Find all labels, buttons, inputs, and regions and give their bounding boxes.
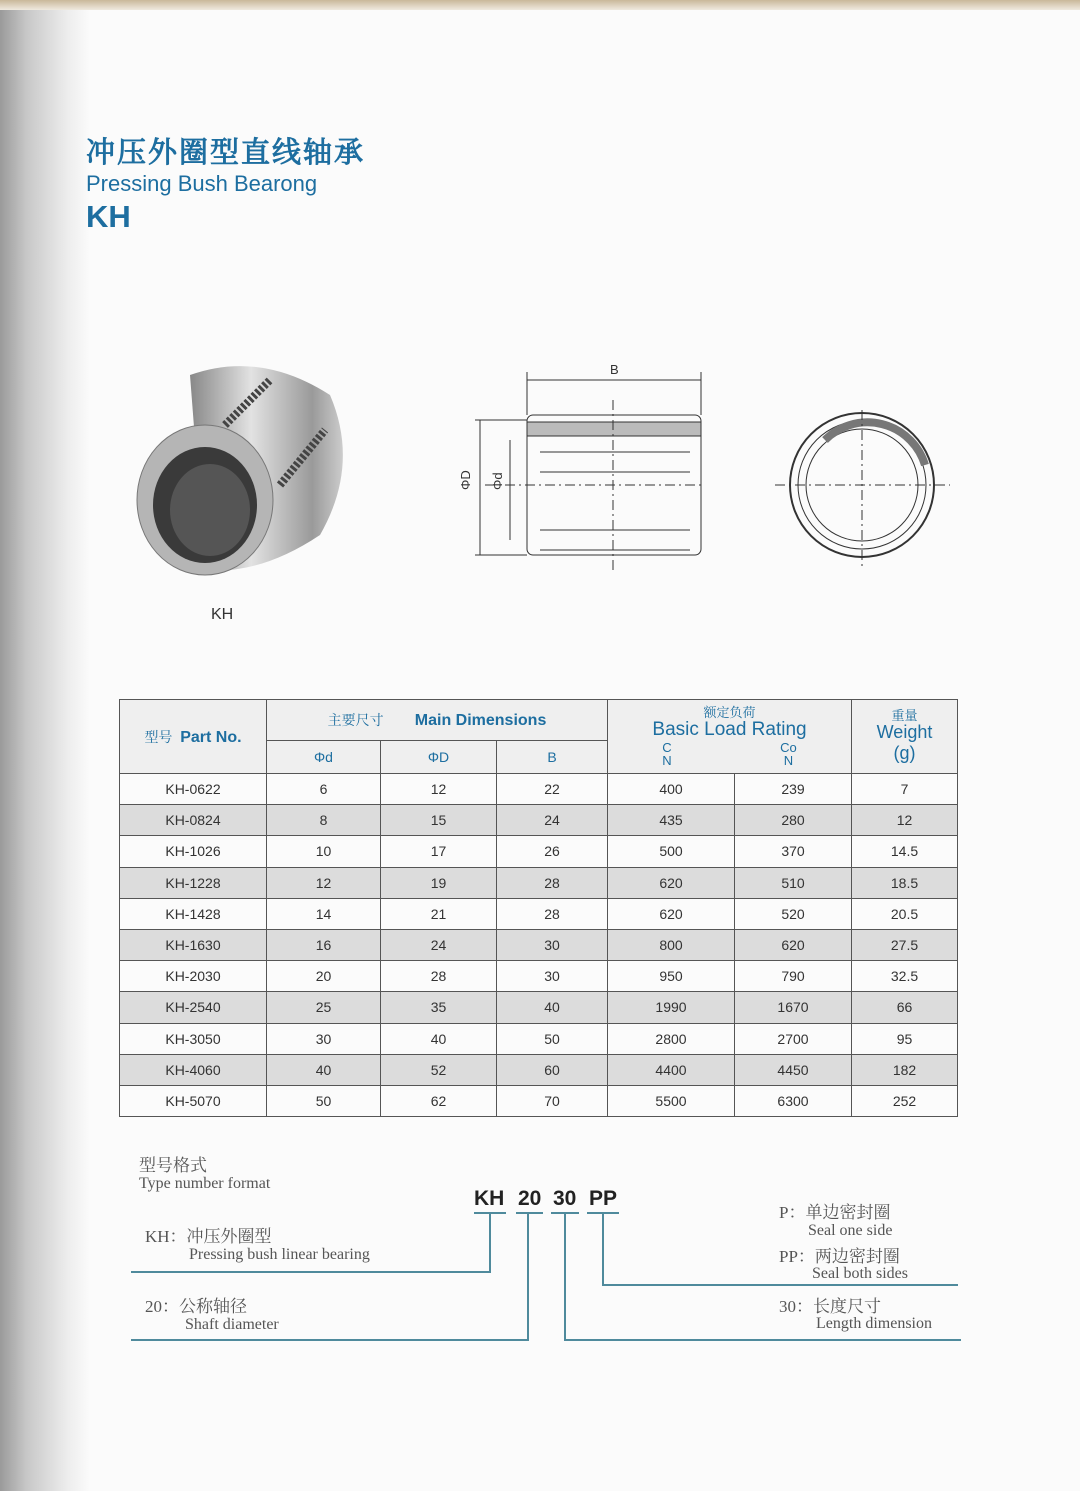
- table-cell: KH-3050: [120, 1023, 267, 1054]
- table-cell: KH-1026: [120, 836, 267, 867]
- table-cell: 6: [267, 774, 381, 805]
- table-cell: 280: [735, 805, 852, 836]
- shaft-desc-en: Shaft diameter: [185, 1316, 279, 1333]
- table-cell: 28: [497, 867, 608, 898]
- table-cell: KH-5070: [120, 1085, 267, 1116]
- dim-B: B: [610, 362, 619, 377]
- table-cell: 25: [267, 992, 381, 1023]
- format-title-en: Type number format: [139, 1175, 271, 1192]
- table-row: [120, 1023, 958, 1054]
- table-cell: 30: [497, 929, 608, 960]
- table-cell: 182: [852, 1054, 958, 1085]
- code-30: 30: [553, 1187, 577, 1210]
- table-cell: KH-1228: [120, 867, 267, 898]
- table-cell: 435: [608, 805, 735, 836]
- table-cell: 32.5: [852, 961, 958, 992]
- table-cell: 6300: [735, 1085, 852, 1116]
- table-cell: 4450: [735, 1054, 852, 1085]
- table-cell: 2800: [608, 1023, 735, 1054]
- table-cell: 370: [735, 836, 852, 867]
- table-cell: 1990: [608, 992, 735, 1023]
- table-cell: 18.5: [852, 867, 958, 898]
- section-drawing: [455, 360, 715, 575]
- table-cell: 252: [852, 1085, 958, 1116]
- table-cell: 510: [735, 867, 852, 898]
- table-cell: 30: [497, 961, 608, 992]
- table-cell: KH-0622: [120, 774, 267, 805]
- table-cell: 95: [852, 1023, 958, 1054]
- table-cell: 24: [497, 805, 608, 836]
- shaft-desc-cn: 20：公称轴径: [145, 1297, 247, 1316]
- table-cell: 52: [381, 1054, 497, 1085]
- table-cell: 1670: [735, 992, 852, 1023]
- photo-caption: KH: [211, 606, 234, 623]
- header-part-no: 型号 Part No.: [120, 700, 267, 774]
- table-cell: 790: [735, 961, 852, 992]
- table-cell: 27.5: [852, 929, 958, 960]
- p-desc-en: Seal one side: [808, 1222, 893, 1239]
- table-cell: 70: [497, 1085, 608, 1116]
- header-main-dimensions: 主要尺寸 Main Dimensions: [267, 700, 608, 741]
- model-code: KH: [86, 199, 131, 234]
- title-chinese: 冲压外圈型直线轴承: [86, 135, 366, 169]
- table-cell: KH-1428: [120, 898, 267, 929]
- table-cell: 620: [608, 898, 735, 929]
- table-cell: 10: [267, 836, 381, 867]
- table-row: [120, 774, 958, 805]
- table-cell: 40: [497, 992, 608, 1023]
- pp-desc-en: Seal both sides: [812, 1265, 908, 1282]
- table-cell: 4400: [608, 1054, 735, 1085]
- length-desc-en: Length dimension: [816, 1315, 932, 1332]
- table-cell: KH-4060: [120, 1054, 267, 1085]
- table-cell: 14.5: [852, 836, 958, 867]
- table-cell: 28: [497, 898, 608, 929]
- table-row: [120, 836, 958, 867]
- header-load-rating: 额定负荷 Basic Load Rating C N Co N: [608, 700, 852, 774]
- table-cell: 16: [267, 929, 381, 960]
- table-cell: 5500: [608, 1085, 735, 1116]
- length-desc-cn: 30：长度尺寸: [779, 1297, 881, 1316]
- table-cell: 19: [381, 867, 497, 898]
- table-cell: 500: [608, 836, 735, 867]
- table-row: [120, 867, 958, 898]
- table-row: [120, 961, 958, 992]
- dim-D: ΦD: [458, 470, 473, 490]
- code-20: 20: [518, 1187, 542, 1210]
- table-row: [120, 805, 958, 836]
- table-cell: 7: [852, 774, 958, 805]
- table-cell: 24: [381, 929, 497, 960]
- table-row: [120, 929, 958, 960]
- header-d: Φd: [267, 741, 381, 774]
- table-cell: 35: [381, 992, 497, 1023]
- table-cell: 60: [497, 1054, 608, 1085]
- table-cell: 620: [608, 867, 735, 898]
- table-cell: KH-0824: [120, 805, 267, 836]
- table-row: [120, 992, 958, 1023]
- header-D: ΦD: [381, 741, 497, 774]
- table-cell: 40: [267, 1054, 381, 1085]
- table-cell: 21: [381, 898, 497, 929]
- bearing-photo: [130, 355, 355, 585]
- table-cell: 620: [735, 929, 852, 960]
- table-row: [120, 1054, 958, 1085]
- table-cell: 66: [852, 992, 958, 1023]
- table-row: [120, 898, 958, 929]
- table-cell: 12: [381, 774, 497, 805]
- table-cell: 15: [381, 805, 497, 836]
- table-cell: 50: [267, 1085, 381, 1116]
- table-cell: 30: [267, 1023, 381, 1054]
- table-cell: 17: [381, 836, 497, 867]
- table-cell: KH-1630: [120, 929, 267, 960]
- table-cell: 22: [497, 774, 608, 805]
- title-english: Pressing Bush Bearong: [86, 171, 318, 196]
- dim-d: Φd: [490, 472, 505, 490]
- table-cell: 20.5: [852, 898, 958, 929]
- format-title-cn: 型号格式: [139, 1156, 207, 1175]
- table-cell: 62: [381, 1085, 497, 1116]
- kh-desc-cn: KH：冲压外圈型: [145, 1227, 272, 1246]
- header-B: B: [497, 741, 608, 774]
- table-cell: 239: [735, 774, 852, 805]
- page-edge: [0, 0, 1080, 10]
- table-cell: 14: [267, 898, 381, 929]
- table-cell: 520: [735, 898, 852, 929]
- p-desc-cn: P：单边密封圈: [779, 1203, 891, 1222]
- code-kh: KH: [474, 1187, 505, 1210]
- table-cell: KH-2030: [120, 961, 267, 992]
- table-cell: 8: [267, 805, 381, 836]
- table-cell: 28: [381, 961, 497, 992]
- table-cell: 40: [381, 1023, 497, 1054]
- table-cell: 12: [852, 805, 958, 836]
- pp-desc-cn: PP：两边密封圈: [779, 1247, 900, 1266]
- code-pp: PP: [589, 1187, 618, 1210]
- kh-desc-en: Pressing bush linear bearing: [189, 1246, 370, 1263]
- table-cell: 20: [267, 961, 381, 992]
- table-cell: 950: [608, 961, 735, 992]
- table-cell: 2700: [735, 1023, 852, 1054]
- end-view-drawing: [775, 410, 950, 570]
- page-shadow: [0, 0, 90, 1491]
- table-cell: 50: [497, 1023, 608, 1054]
- table-row: [120, 1085, 958, 1116]
- table-cell: 800: [608, 929, 735, 960]
- table-cell: 400: [608, 774, 735, 805]
- header-weight: 重量 Weight (g): [852, 700, 958, 774]
- table-cell: KH-2540: [120, 992, 267, 1023]
- specifications-table: [119, 699, 958, 1117]
- table-cell: 26: [497, 836, 608, 867]
- table-cell: 12: [267, 867, 381, 898]
